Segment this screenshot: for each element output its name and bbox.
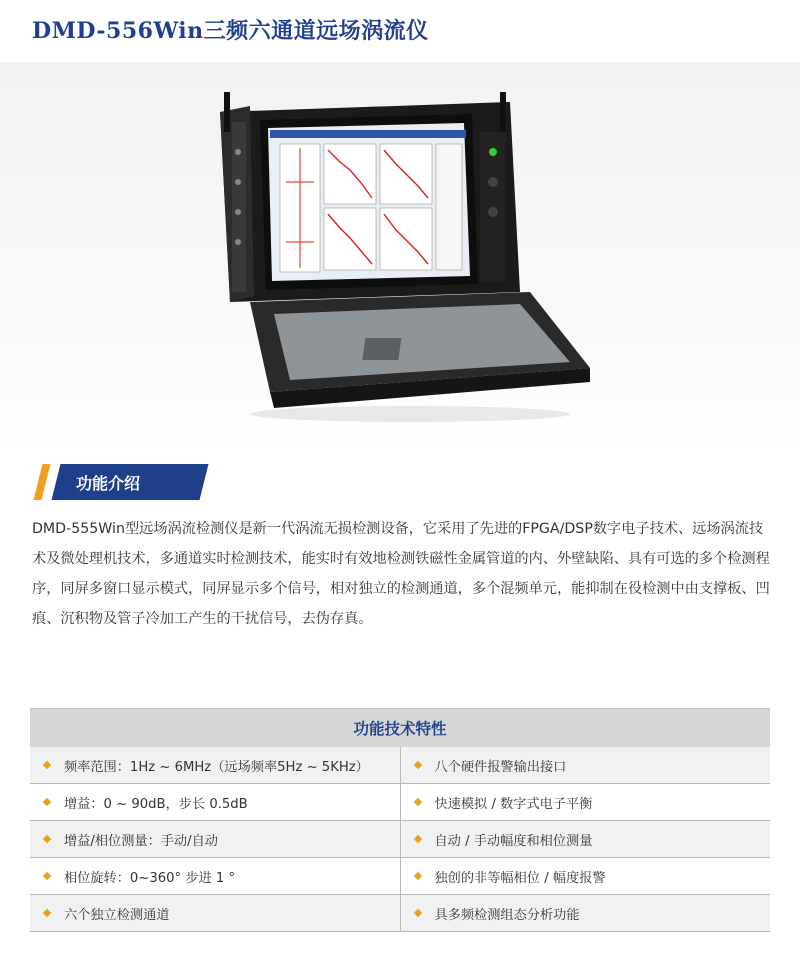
feature-cell	[401, 895, 771, 931]
bullet-icon	[413, 798, 421, 806]
feature-cell	[30, 784, 401, 820]
table-row	[30, 784, 770, 821]
page-title: DMD-556Win三频六通道远场涡流仪	[32, 18, 429, 44]
feature-text: 独创的非等幅相位 / 幅度报警	[434, 870, 606, 886]
feature-cell	[30, 747, 401, 783]
intro-paragraph: DMD-555Win型远场涡流检测仪是新一代涡流无损检测设备，它采用了先进的FPGA/DSP数字电子技术、远场涡流技术及微处理机技术，多通道实时检测技术，能实时有效地检测铁磁性金属管道的内、外壁缺陷、具有可选的多个检测程序，同屏多窗口显示模式，同屏显示多个信号，相对独立的检测通道，多个混频单元，能抑制在役检测中由支撑板、凹痕、沉积物及管子冷加工产生的干扰信号，去伪存真。	[32, 521, 770, 627]
feature-cell	[401, 858, 771, 894]
feature-text: 增益：0 ~ 90dB，步长 0.5dB	[64, 796, 248, 812]
feature-text: 相位旋转：0~360° 步进 1 °	[64, 870, 236, 886]
section-tag	[38, 464, 168, 500]
bullet-icon	[43, 798, 51, 806]
table-row	[30, 821, 770, 858]
features-table	[30, 708, 770, 932]
feature-text: 频率范围：1Hz ~ 6MHz（远场频率5Hz ~ 5KHz）	[64, 759, 369, 775]
feature-cell	[30, 895, 401, 931]
feature-cell	[30, 858, 401, 894]
bullet-icon	[413, 872, 421, 880]
bullet-icon	[413, 761, 421, 769]
table-row	[30, 747, 770, 784]
features-table-title: 功能技术特性	[30, 709, 770, 747]
feature-text: 具多频检测组态分析功能	[434, 907, 580, 923]
bullet-icon	[413, 909, 421, 917]
section-tag-label: 功能介绍	[76, 474, 141, 493]
feature-text: 六个独立检测通道	[64, 907, 170, 923]
bullet-icon	[413, 835, 421, 843]
product-image	[210, 92, 600, 432]
feature-text: 八个硬件报警输出接口	[434, 759, 567, 775]
table-row	[30, 895, 770, 932]
feature-cell	[30, 821, 401, 857]
feature-cell	[401, 784, 771, 820]
bullet-icon	[43, 835, 51, 843]
bullet-icon	[43, 909, 51, 917]
feature-cell	[401, 821, 771, 857]
bullet-icon	[43, 761, 51, 769]
table-row	[30, 858, 770, 895]
feature-text: 自动 / 手动幅度和相位测量	[434, 833, 593, 849]
bullet-icon	[43, 872, 51, 880]
feature-text: 快速模拟 / 数字式电子平衡	[434, 796, 593, 812]
feature-cell	[401, 747, 771, 783]
feature-text: 增益/相位测量：手动/自动	[64, 833, 218, 849]
